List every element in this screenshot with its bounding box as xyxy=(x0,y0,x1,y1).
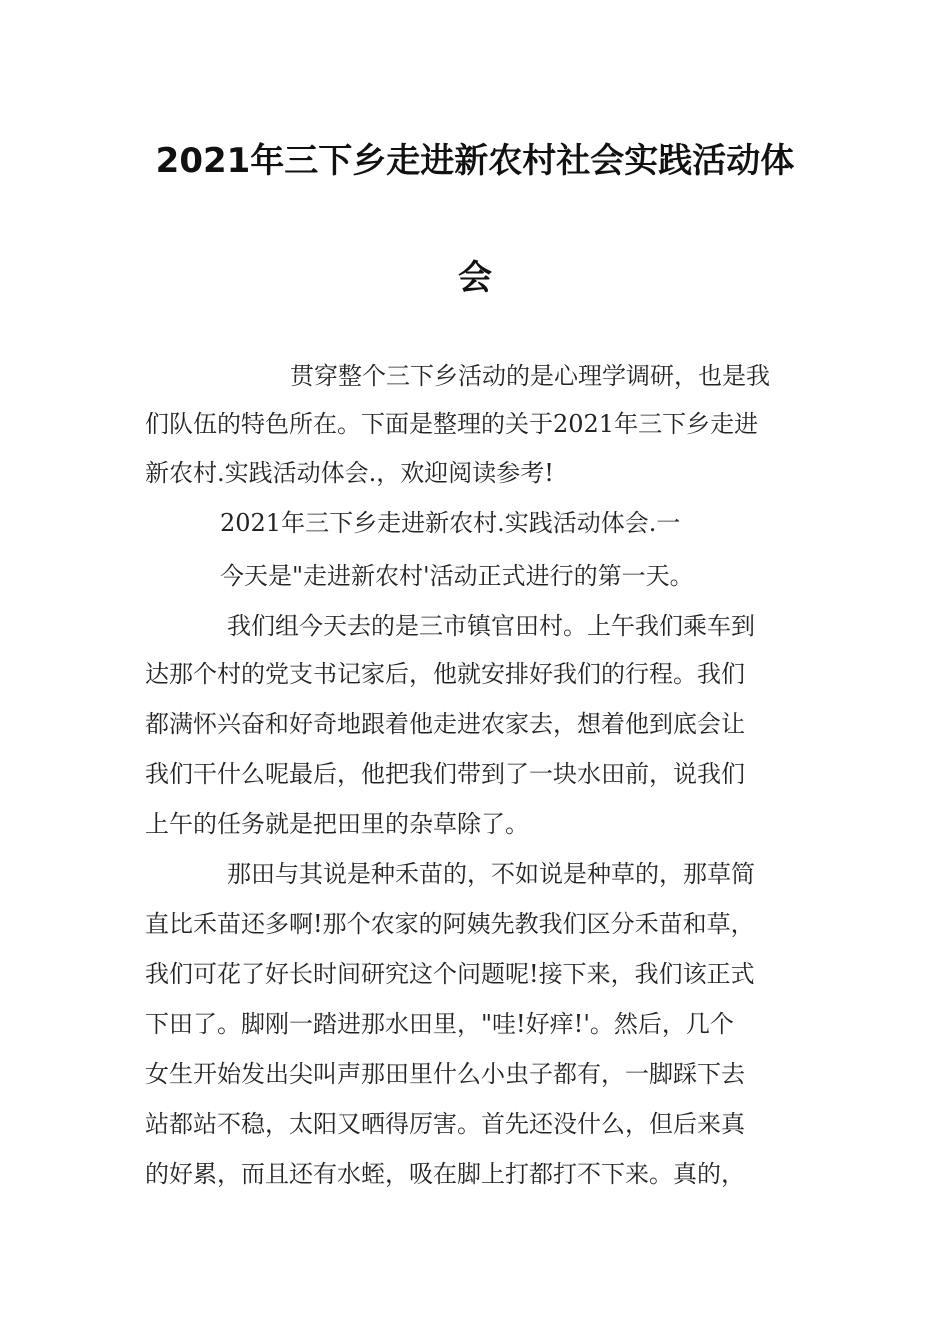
body-line: 们队伍的特色所在。下面是整理的关于2021年三下乡走进 xyxy=(145,410,759,438)
body-line: 2021年三下乡走进新农村.实践活动体会.一 xyxy=(220,509,681,537)
body-line: 新农村.实践活动体会.，欢迎阅读参考! xyxy=(145,459,554,487)
body-line: 达那个村的党支书记家后，他就安排好我们的行程。我们 xyxy=(145,660,745,688)
body-line: 都满怀兴奋和好奇地跟着他走进农家去，想着他到底会让 xyxy=(145,710,745,738)
body-line: 贯穿整个三下乡活动的是心理学调研，也是我 xyxy=(290,362,770,390)
body-line: 站都站不稳，太阳又晒得厉害。首先还没什么，但后来真 xyxy=(145,1110,745,1138)
body-line: 下田了。脚刚一踏进那水田里，"哇!好痒!'。然后，几个 xyxy=(145,1010,734,1038)
body-line: 我们组今天去的是三市镇官田村。上午我们乘车到 xyxy=(227,612,755,640)
body-line: 直比禾苗还多啊!那个农家的阿姨先教我们区分禾苗和草， xyxy=(145,910,755,938)
body-line: 那田与其说是种禾苗的，不如说是种草的，那草简 xyxy=(227,860,755,888)
body-line: 今天是"走进新农村'活动正式进行的第一天。 xyxy=(220,562,694,590)
body-line: 我们干什么呢最后，他把我们带到了一块水田前，说我们 xyxy=(145,760,745,788)
body-line: 我们可花了好长时间研究这个问题呢!接下来，我们该正式 xyxy=(145,960,755,988)
body-line: 上午的任务就是把田里的杂草除了。 xyxy=(145,810,529,838)
document-title-line-1: 2021年三下乡走进新农村社会实践活动体 xyxy=(155,141,795,181)
body-line: 女生开始发出尖叫声那田里什么小虫子都有，一脚踩下去 xyxy=(145,1060,745,1088)
body-line: 的好累，而且还有水蛭，吸在脚上打都打不下来。真的， xyxy=(145,1160,745,1188)
document-title-line-2: 会 xyxy=(458,258,492,298)
